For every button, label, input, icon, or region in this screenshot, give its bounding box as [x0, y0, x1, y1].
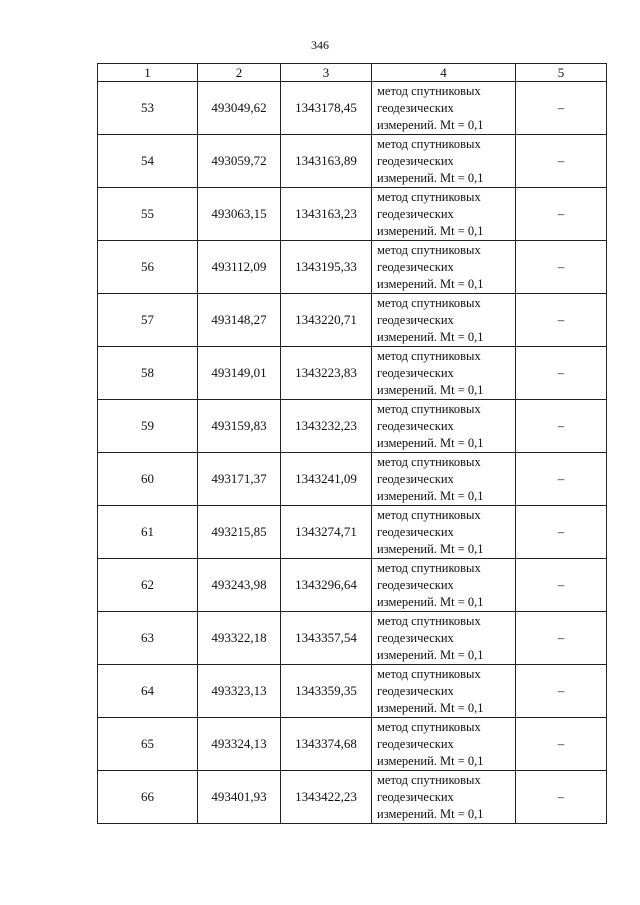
- method-line: метод спутниковых: [377, 401, 481, 416]
- method-line: метод спутниковых: [377, 507, 481, 522]
- method-line: измерений. Mt = 0,1: [377, 647, 484, 662]
- x-coordinate-cell: 493149,01: [198, 347, 281, 400]
- method-line: метод спутниковых: [377, 83, 481, 98]
- page-number: 346: [311, 38, 329, 52]
- x-coordinate-cell: 493159,83: [198, 400, 281, 453]
- table-row: [98, 771, 607, 824]
- x-coordinate-cell: 493049,62: [198, 82, 281, 135]
- method-line: геодезических: [377, 153, 454, 168]
- y-coordinate-cell: 1343220,71: [281, 294, 372, 347]
- method-line: измерений. Mt = 0,1: [377, 594, 484, 609]
- method-cell: [372, 135, 516, 188]
- method-cell: [372, 82, 516, 135]
- method-line: измерений. Mt = 0,1: [377, 329, 484, 344]
- y-coordinate-cell: 1343357,54: [281, 612, 372, 665]
- table-row: [98, 612, 607, 665]
- method-line: геодезических: [377, 471, 454, 486]
- method-line: измерений. Mt = 0,1: [377, 700, 484, 715]
- note-cell: –: [516, 453, 607, 506]
- table-row: [98, 188, 607, 241]
- x-coordinate-cell: 493148,27: [198, 294, 281, 347]
- header-cell-3: 3: [281, 64, 372, 82]
- method-cell: [372, 771, 516, 824]
- table-row: [98, 347, 607, 400]
- note-cell: –: [516, 506, 607, 559]
- x-coordinate-cell: 493401,93: [198, 771, 281, 824]
- x-coordinate-cell: 493324,13: [198, 718, 281, 771]
- header-cell-4: 4: [372, 64, 516, 82]
- method-cell: [372, 453, 516, 506]
- x-coordinate-cell: 493322,18: [198, 612, 281, 665]
- table-row: [98, 453, 607, 506]
- note-cell: –: [516, 612, 607, 665]
- method-line: метод спутниковых: [377, 719, 481, 734]
- y-coordinate-cell: 1343422,23: [281, 771, 372, 824]
- note-cell: –: [516, 347, 607, 400]
- method-line: метод спутниковых: [377, 242, 481, 257]
- y-coordinate-cell: 1343374,68: [281, 718, 372, 771]
- point-number-cell: 59: [98, 400, 198, 453]
- header-cell-2: 2: [198, 64, 281, 82]
- method-cell: [372, 718, 516, 771]
- coordinates-table: [97, 63, 607, 824]
- header-cell-5: 5: [516, 64, 607, 82]
- point-number-cell: 58: [98, 347, 198, 400]
- table-header: [98, 64, 607, 82]
- method-cell: [372, 241, 516, 294]
- point-number-cell: 63: [98, 612, 198, 665]
- method-line: геодезических: [377, 630, 454, 645]
- table-row: [98, 718, 607, 771]
- method-line: метод спутниковых: [377, 136, 481, 151]
- method-cell: [372, 347, 516, 400]
- method-line: измерений. Mt = 0,1: [377, 276, 484, 291]
- y-coordinate-cell: 1343163,89: [281, 135, 372, 188]
- method-line: геодезических: [377, 206, 454, 221]
- method-cell: [372, 612, 516, 665]
- method-line: метод спутниковых: [377, 560, 481, 575]
- y-coordinate-cell: 1343274,71: [281, 506, 372, 559]
- y-coordinate-cell: 1343232,23: [281, 400, 372, 453]
- header-cell-1: 1: [98, 64, 198, 82]
- method-cell: [372, 188, 516, 241]
- table-row: [98, 135, 607, 188]
- point-number-cell: 64: [98, 665, 198, 718]
- y-coordinate-cell: 1343195,33: [281, 241, 372, 294]
- method-line: геодезических: [377, 259, 454, 274]
- note-cell: –: [516, 135, 607, 188]
- y-coordinate-cell: 1343241,09: [281, 453, 372, 506]
- method-line: геодезических: [377, 683, 454, 698]
- x-coordinate-cell: 493215,85: [198, 506, 281, 559]
- y-coordinate-cell: 1343296,64: [281, 559, 372, 612]
- point-number-cell: 56: [98, 241, 198, 294]
- method-cell: [372, 559, 516, 612]
- header-row: [98, 64, 607, 82]
- method-line: геодезических: [377, 789, 454, 804]
- table-row: [98, 506, 607, 559]
- method-line: метод спутниковых: [377, 295, 481, 310]
- table-row: [98, 559, 607, 612]
- method-line: геодезических: [377, 418, 454, 433]
- method-line: измерений. Mt = 0,1: [377, 117, 484, 132]
- y-coordinate-cell: 1343223,83: [281, 347, 372, 400]
- method-line: геодезических: [377, 365, 454, 380]
- note-cell: –: [516, 559, 607, 612]
- method-line: геодезических: [377, 524, 454, 539]
- point-number-cell: 54: [98, 135, 198, 188]
- method-cell: [372, 294, 516, 347]
- method-line: геодезических: [377, 312, 454, 327]
- table-row: [98, 665, 607, 718]
- method-line: измерений. Mt = 0,1: [377, 382, 484, 397]
- note-cell: –: [516, 294, 607, 347]
- method-cell: [372, 400, 516, 453]
- method-line: измерений. Mt = 0,1: [377, 541, 484, 556]
- method-line: измерений. Mt = 0,1: [377, 223, 484, 238]
- point-number-cell: 57: [98, 294, 198, 347]
- note-cell: –: [516, 188, 607, 241]
- point-number-cell: 55: [98, 188, 198, 241]
- point-number-cell: 53: [98, 82, 198, 135]
- y-coordinate-cell: 1343178,45: [281, 82, 372, 135]
- method-cell: [372, 665, 516, 718]
- method-line: измерений. Mt = 0,1: [377, 488, 484, 503]
- method-line: измерений. Mt = 0,1: [377, 806, 484, 821]
- table-row: [98, 294, 607, 347]
- x-coordinate-cell: 493243,98: [198, 559, 281, 612]
- note-cell: –: [516, 665, 607, 718]
- method-line: метод спутниковых: [377, 613, 481, 628]
- point-number-cell: 65: [98, 718, 198, 771]
- y-coordinate-cell: 1343359,35: [281, 665, 372, 718]
- method-line: геодезических: [377, 577, 454, 592]
- note-cell: –: [516, 82, 607, 135]
- method-line: метод спутниковых: [377, 348, 481, 363]
- method-line: геодезических: [377, 736, 454, 751]
- method-line: метод спутниковых: [377, 189, 481, 204]
- x-coordinate-cell: 493171,37: [198, 453, 281, 506]
- table-body: [98, 82, 607, 824]
- method-line: геодезических: [377, 100, 454, 115]
- method-line: метод спутниковых: [377, 454, 481, 469]
- note-cell: –: [516, 771, 607, 824]
- note-cell: –: [516, 400, 607, 453]
- note-cell: –: [516, 718, 607, 771]
- table-row: [98, 241, 607, 294]
- method-line: измерений. Mt = 0,1: [377, 435, 484, 450]
- method-cell: [372, 506, 516, 559]
- note-cell: –: [516, 241, 607, 294]
- method-line: метод спутниковых: [377, 666, 481, 681]
- point-number-cell: 62: [98, 559, 198, 612]
- point-number-cell: 60: [98, 453, 198, 506]
- method-line: измерений. Mt = 0,1: [377, 170, 484, 185]
- method-line: измерений. Mt = 0,1: [377, 753, 484, 768]
- point-number-cell: 66: [98, 771, 198, 824]
- x-coordinate-cell: 493323,13: [198, 665, 281, 718]
- table-row: [98, 400, 607, 453]
- x-coordinate-cell: 493059,72: [198, 135, 281, 188]
- x-coordinate-cell: 493112,09: [198, 241, 281, 294]
- x-coordinate-cell: 493063,15: [198, 188, 281, 241]
- point-number-cell: 61: [98, 506, 198, 559]
- table-row: [98, 82, 607, 135]
- method-line: метод спутниковых: [377, 772, 481, 787]
- y-coordinate-cell: 1343163,23: [281, 188, 372, 241]
